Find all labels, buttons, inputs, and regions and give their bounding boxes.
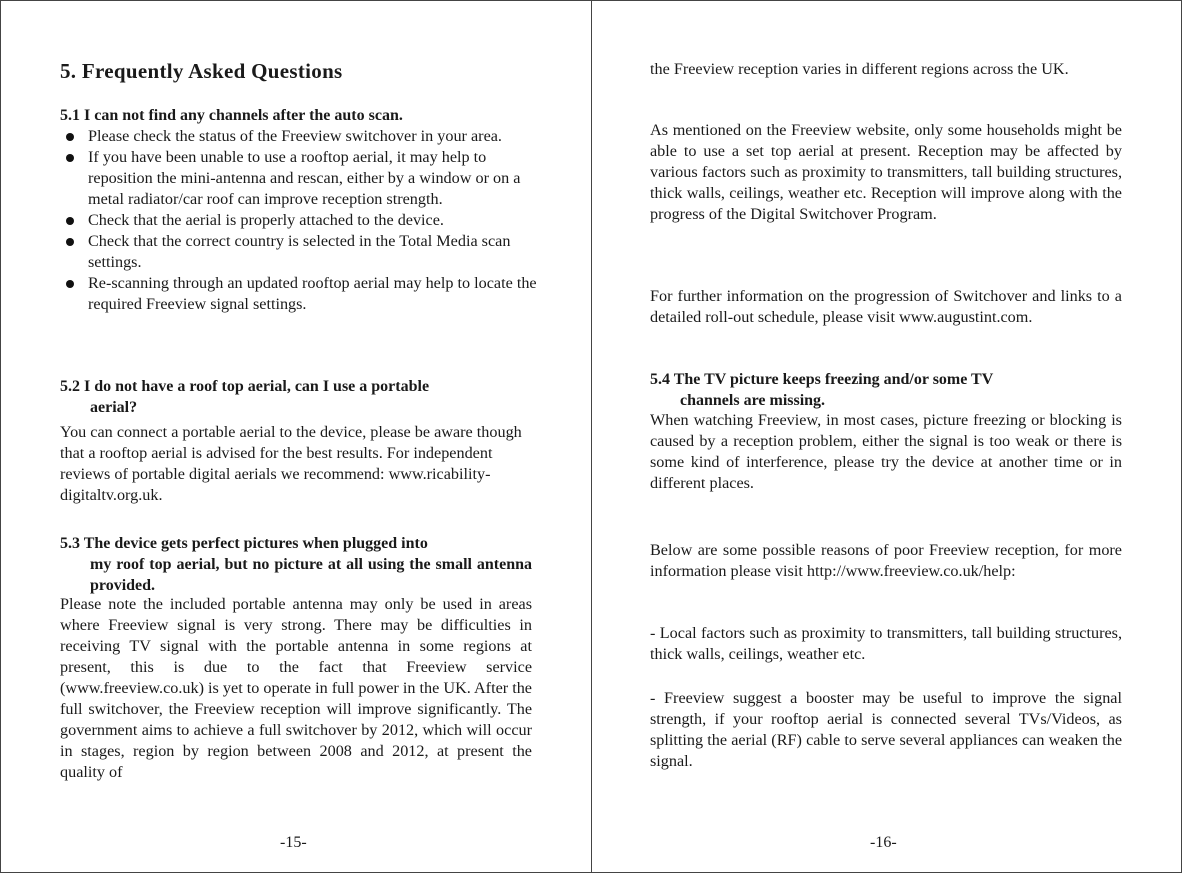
faq-5-4-heading: 5.4 The TV picture keeps freezing and/or some TV channels are missing.	[650, 371, 994, 409]
left-page	[0, 0, 592, 873]
faq-5-1-heading: 5.1 I can not find any channels after the auto scan.	[60, 107, 403, 124]
switchover-info-paragraph: For further information on the progression of Switchover and links to a detailed roll-out schedule, please visit www.augustint.com.	[650, 287, 1122, 326]
reason-booster: - Freeview suggest a booster may be useful to improve the signal strength, if your rooftop aerial is connected several TVs/Videos, as splitting the aerial (RF) cable to serve several appliances can weaken the signal.	[650, 689, 1122, 770]
faq-5-1-bullets	[60, 126, 546, 315]
bullet-item: Check that the correct country is selected in the Total Media scan settings.	[60, 231, 546, 273]
right-page	[591, 0, 1182, 873]
bullet-item: Check that the aerial is properly attached to the device.	[60, 210, 546, 231]
faq-5-3-heading: 5.3 The device gets perfect pictures when plugged into my roof top aerial, but no picture at all using the small antenna provided.	[60, 535, 532, 594]
faq-5-2-answer: You can connect a portable aerial to the device, please be aware though that a rooftop aerial is advised for the best results. For independent reviews of portable digital aerials we recommend: www.ricability-digitaltv.org.uk.	[60, 423, 522, 504]
freeview-info-paragraph: As mentioned on the Freeview website, only some households might be able to use a set top aerial at present. Reception may be affected by various factors such as proximity to transmitters, tall building structures, thick walls, ceilings, weather etc. Reception will improve along with the progress of the Digital Switchover Program.	[650, 121, 1122, 223]
reasons-intro-paragraph: Below are some possible reasons of poor Freeview reception, for more information please visit http://www.freeview.co.uk/help:	[650, 541, 1122, 580]
faq-5-3-answer: Please note the included portable antenna may only be used in areas where Freeview signal is very strong. There may be difficulties in receiving TV signal with the portable antenna in some regions at present, this is due to the fact that Freeview service (www.freeview.co.uk) is yet to operate in full power in the UK. After the full switchover, the Freeview reception will improve significantly. The government aims to achieve a full switchover by 2012, which will occur in stages, region by region between 2008 and 2012, at present the quality of	[60, 595, 532, 781]
page-number: -16-	[870, 834, 897, 851]
section-title: 5. Frequently Asked Questions	[60, 59, 343, 83]
faq-5-4-answer: When watching Freeview, in most cases, picture freezing or blocking is caused by a reception problem, either the signal is too weak or there is some kind of interference, please try the device at another time or in different places.	[650, 411, 1122, 492]
bullet-item: If you have been unable to use a rooftop aerial, it may help to reposition the mini-antenna and rescan, either by a window or on a metal radiator/car roof can improve reception strength.	[60, 147, 546, 210]
page-number: -15-	[280, 834, 307, 851]
faq-5-2-heading: 5.2 I do not have a roof top aerial, can I use a portable aerial?	[60, 378, 430, 416]
bullet-item: Please check the status of the Freeview switchover in your area.	[60, 126, 546, 147]
continued-paragraph: the Freeview reception varies in different regions across the UK.	[650, 60, 1069, 78]
bullet-item: Re-scanning through an updated rooftop aerial may help to locate the required Freeview signal settings.	[60, 273, 546, 315]
reason-local-factors: - Local factors such as proximity to transmitters, tall building structures, thick walls, ceilings, weather etc.	[650, 624, 1122, 663]
